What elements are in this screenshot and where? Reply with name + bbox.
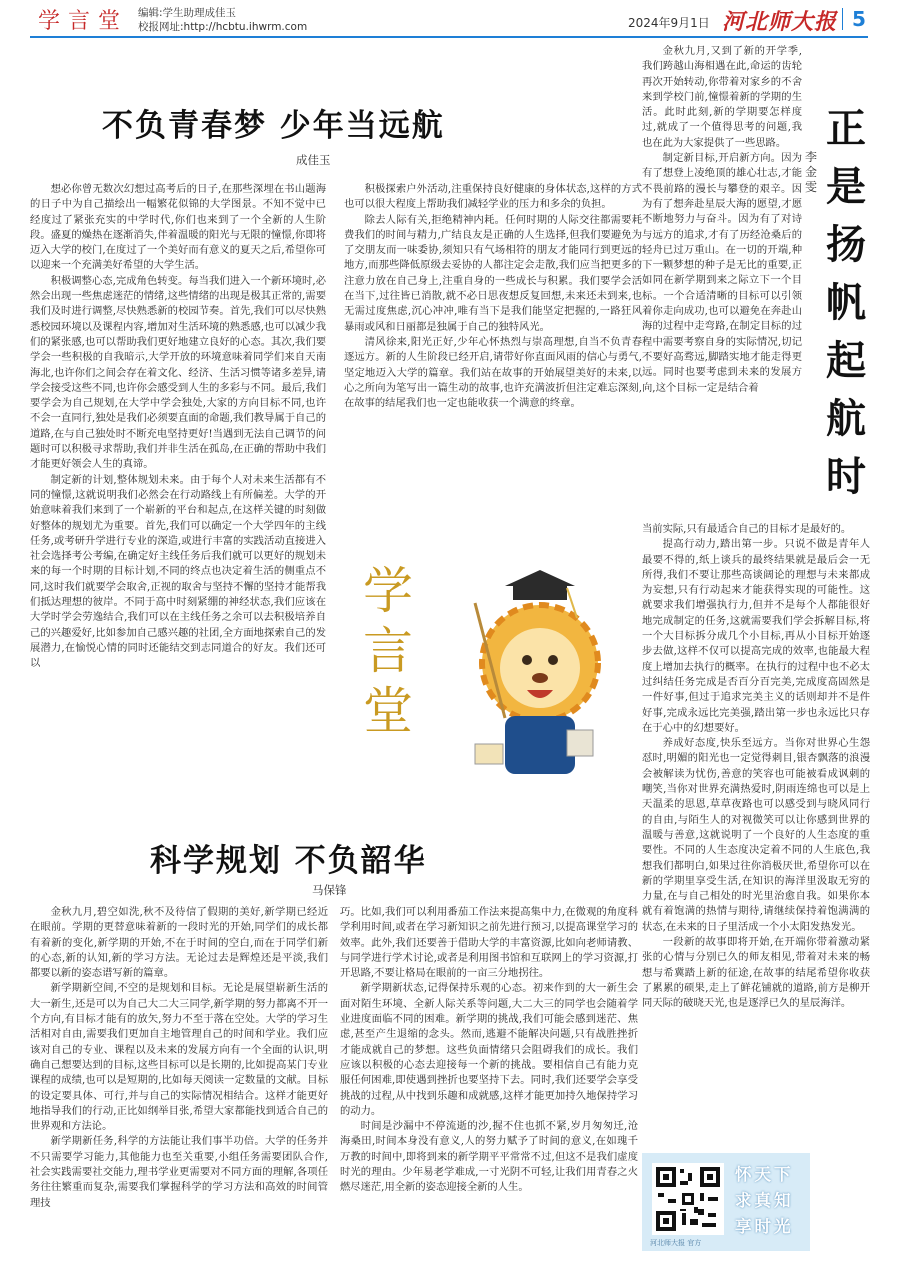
issue-date: 2024年9月1日 <box>628 16 710 30</box>
article2-title-text: 正是扬帆起航时 <box>826 106 866 500</box>
qr-code-icon[interactable] <box>652 1163 724 1235</box>
editor-line: 编辑:学生助理成佳玉 <box>138 7 237 19</box>
article2-paragraph: 金秋九月,又到了新的开学季,我们跨越山海相遇在此,命运的齿轮再次开始转动,你带着对家乡的不舍来到学校门前,憧憬着新的学期的生活。此时此刻,新的学期要怎样度过,就成了一个值得思考的问题,我也在此为大家提供了一些思路。 <box>642 45 802 149</box>
article1-paragraph: 想必你曾无数次幻想过高考后的日子,在那些深埋在书山题海的日子中为自己描绘出一幅繁花似锦的大学图景。不知不觉中已经度过了紧张充实的中学时代,你们也来到了一个全新的人生阶段。盛夏的燥热在逐渐消失,伴着温暖的阳光与无限的憧憬,你即将迈入大学的校门,在度过了一个美好而有意义的夏天之后,希望你可以迎来一个充满美好希望的大学生活。 <box>30 183 326 272</box>
promo-slogan-line: 怀天下 <box>735 1165 794 1184</box>
promo-slogan-line: 求真知 <box>735 1191 794 1210</box>
article3-byline: 马保锋 <box>312 883 347 897</box>
qr-code-graphic <box>652 1163 724 1235</box>
article2-title <box>822 100 870 506</box>
article2-paragraph: 提高行动力,踏出第一步。只说不做是青年人最要不得的,纸上谈兵的最终结果就是最后会一无所得,我们不要让那些高谈阔论的理想与未来都成为妄想,只有行动起来才能获得实现的可能性。这就要求我们增强执行力,但并不是每个人都能很好地完成制定的任务,这就需要我们学会拆解目标,将一个大目标拆分成几个小目标,再从小目标开始逐步去做,这样不仅可以提高完成的效率,也能最大程度上增加去执行的概率。在执行的过程中也不必太过纠结任务完成是否百分百完美,完成度高固然是一件好事,但过于追求完美主义的话则却并不是件好事,完成永远比完美强,踏出第一步也永远比只存在于心中的幻想要好。 <box>642 538 870 734</box>
promo-slogan <box>735 1162 805 1240</box>
article2-byline-text: 李金雯 <box>804 150 817 194</box>
article2-paragraph: 养成好态度,快乐至远方。当你对世界心生怨怼时,明媚的阳光也一定觉得刺目,银杏飘落的浪漫会被解读为忧伤,善意的笑容也可能被看成讽刺的嘲笑,当你对世界充满热爱时,阴雨连绵也可以是上天温柔的思恩,草草夜路也可以感受到与晓风同行的自由,与陌生人的对视微笑可以让你感到世界的温暖与善意,这就说明了一个良好的人生态度的重要性。不同的人生态度决定着不同的人生底色,我想我们都明白,如果过往你消极厌世,希望你可以在新的学期里享受生活,在知识的海洋里汲取无穷的力量,在与自己相处的时光里治愈自我。如果你本就有着饱满的热情与期待,请继续保持着饱满满的状态,在未来的日子里活成一个小太阳发热发光。 <box>642 737 870 933</box>
article1-paragraph: 清风徐来,阳光正好,少年心怀热烈与崇高理想,自当不负青春逐远方。新的人生阶段已经开启,请带好你直面风雨的信心与勇气,坚定地迈入大学的篇章。我们站在故事的开始展望美好的未来,以心之所向为笔写出一篇生动的故事,也许充满波折但注定难忘深刻,在故事的结尾我们也一定也能收获一个满意的终章。 <box>344 335 642 410</box>
page-number: 5 <box>852 7 866 31</box>
article3-paragraph: 金秋九月,碧空如洗,秋不及待信了假期的美好,新学期已经近在眼前。学期的更替意味着新的一段时光的开始,同学们的成长都有着新的变化,新学期的开始,不在于时间的空白,而在于同学们新的心态,新的认知,新的学习方法。无论过去是辉煌还是平淡,我们都要以新的姿态谱写新的篇章。 <box>30 906 328 980</box>
article3-paragraph: 巧。比如,我们可以利用番茄工作法来提高集中力,在微观的角度科学利用时间,或者在学习新知识之前先进行预习,以提高课堂学习的效率。此外,我们还要善于借助大学的丰富资源,比如向老师请教、与同学进行学术讨论,或者是利用图书馆和互联网上的学习资源,打开思路,不要让格局在眼前的一亩三分地拐往。 <box>340 906 638 980</box>
article3-paragraph: 新学期新状态,记得保持乐观的心态。初来作到的大一新生会面对陌生环境、全新人际关系等问题,大二大三的同学也会随着学业进度面临不同的困难。新学期的挑战,我们可能会感到迷茫、焦虑,甚至产生退缩的念头。然而,逃避不能解决问题,只有战胜挫折才能成就自己的梦想。这些负面情绪只会阻碍我们的成长。我们应该以积极的心态去迎接每一个新的挑战。要相信自己有能力克服任何困难,即使遇到挫折也要坚持下去。同时,我们还要学会享受挑战的过程,从中找到乐趣和成就感,这样才能更加持久地保持学习的动力。 <box>340 982 638 1117</box>
article2-paragraph: 当前实际,只有最适合自己的目标才是最好的。 <box>642 523 852 535</box>
article1-paragraph: 除去人际有关,拒绝精神内耗。任何时期的人际交往都需要耗费我们的时间与精力,广结良友是正确的人生选择,但我们要避免为了交朋友而一味委协,须知只有气场相符的朋友才能同行到更远的地方,而那些降低原级去妥协的人都注定会走散,我们应当把更多的注意力放在自己身上,注重自身的一些成长与积累。我们要学会活在当下,过往皆已消散,就不必日思夜想反复回想,未来还未到来,也无需过度焦虑,沉心冲冲,唯有当下是我们能坚定把握的,一路狂风暴雨或风和日丽都是独属于自己的独特风光。 <box>344 213 642 333</box>
article3-paragraph: 时间是沙漏中不停流逝的沙,握不住也抓不紧,岁月匆匆迁,沧海桑田,时间本身没有意义,人的努力赋予了时间的意义,在如瑰千万教的时间中,即将到来的新学期平平常常不过,但这不是我们虚度时光的理由。少年易老学难成,一寸光阴不可轻,让我们用青春之火燃尽迷茫,用全新的姿态迎接全新的人生。 <box>340 1120 638 1194</box>
article1-column-1 <box>30 182 326 782</box>
calligraphy-char: 言 <box>363 622 413 680</box>
article1-column-2 <box>344 182 642 522</box>
article2-paragraph: 一段新的故事即将开始,在开端你带着激动紧张的心情与分别已久的师友相见,带着对未来的畅想与希冀踏上新的征途,在故事的结尾希望你收获了累累的硕果,走上了鲜花铺就的道路,前方是柳开同天际的破晓天光,也是逐浮已久的星辰海洋。 <box>642 936 870 1010</box>
article2-column-top <box>642 44 802 522</box>
article1-paragraph: 积极探索户外活动,注重保持良好健康的身体状态,这样的方式也可以很大程度上帮助我们减轻学业的压力和多余的负担。 <box>344 183 642 211</box>
article2-byline <box>803 150 819 195</box>
page-header <box>0 0 900 36</box>
article1-byline: 成佳玉 <box>296 153 331 167</box>
article3-column-1 <box>30 905 328 1255</box>
calligraphy-char: 学 <box>363 562 413 620</box>
article3-column-2 <box>340 905 638 1255</box>
promo-label: 河北师大报 官方 <box>650 1239 702 1247</box>
mascot-illustration <box>355 548 475 788</box>
header-rule <box>30 36 868 38</box>
website-line[interactable]: 校报网址:http://hcbtu.ihwrm.com <box>138 21 308 33</box>
article1-paragraph: 制定新的计划,整体规划未来。由于每个人对未来生活都有不同的憧憬,这就说明我们必然会在行动路线上有所偏差。大学的开始意味着我们来到了一个崭新的平台和起点,在这样关键的时刻做好整体的规划尤为重要。首先,我们可以确定一个大学四年的主线任务,或考研升学进行专业的深造,或进行丰富的实践活动直接进入社会选择考公考编,在确定好主线任务后我们就可以更好的规划未来的每一个时期的目标计划,不同的终点也决定着生活的侧重点不同,这时我们就要学会取舍,正视的取舍与坚持不懈的坚持才能帮我们抵达理想的彼岸。不同于高中时刻紧绷的神经状态,我们应该在大学时学会劳逸结合,我们可以在主线任务之余可以去积极培养自己的兴趣爱好,比如参加自己感兴趣的社团,全方面地探索自己的发展潜力,在愉悦心情的同时还能结交到志同道合的好友。我们还可以 <box>30 473 326 670</box>
article3-paragraph: 新学期新空间,不空的是规划和目标。无论是展望崭新生活的大一新生,还是可以为自己大二大三同学,新学期的努力都离不开一个方向,有目标才能有的放矢,努力不至于落在空处。大学的学习生活相对自由,需要我们更加自主地管理自己的时间和学业。我们应该对自己的专业、课程以及未来的发展方向有一个全面的认识,明确自己想要达到的目标,这些目标可以是长期的,比如提高某门专业课程的成绩,也可以是短期的,比如每天阅读一定数量的文献。目标的设定要具体、可行,并与自己的实际情况相结合。这样才能更好地指导我们的行动,正比如纲举目张,希望大家都能找到适合自己的世界观和方法论。 <box>30 982 328 1133</box>
masthead-logo: 河北师大报 <box>722 9 838 35</box>
editor-info <box>138 6 307 34</box>
article3-title: 科学规划 不负韶华 <box>150 843 427 879</box>
section-name: 学言堂 <box>38 9 129 34</box>
article3-paragraph: 新学期新任务,科学的方法能让我们事半功倍。大学的任务并不只需要学习能力,其他能力也至关重要,小组任务需要团队合作,社会实践需要社交能力,理书学业更需要对不同方面的理解,各项任务往往繁重而复杂,需要我们掌握科学的学习方法和高效的时间管理技 <box>30 1135 328 1209</box>
calligraphy-char: 堂 <box>363 682 413 740</box>
article1-title: 不负青春梦 少年当远航 <box>102 108 445 144</box>
article1-paragraph: 积极调整心态,完成角色转变。每当我们进入一个新环境时,必然会出现一些焦虑迷茫的情绪,这些情绪的出现是极其正常的,需要我们及时进行调整,尽快熟悉新的校园节奏。首先,我们可以尽快熟悉校园环境以及课程内容,增加对生活环境的熟悉感,也可以减少我们的紧张感,也可以帮助我们更好地建立良好的心态。其次,我们要学会一些积极的自我暗示,大学开放的环境意味着同学们来自天南海北,也许你们之间会存在着文化、经济、生活习惯等诸多差异,请学会接受这些不同,也许你会感受到人生的多彩与不同。最后,我们要学会为自己规划,在大学中学会独处,大家的方向目标不同,也许不会一直同行,独处是我们必须要直面的命题,我们教导属于自己的道路,在与自己独处时不断充电坚持更好!当遇到无法自己调节的问题时可以积极寻求帮助,我们并非生活在孤岛,在正确的帮助中我们才能更好领会人生的真谛。 <box>30 274 326 471</box>
article2-column-bottom <box>642 522 870 1140</box>
header-divider <box>842 8 843 30</box>
lion-mascot-image <box>355 548 645 788</box>
promo-slogan-line: 享时光 <box>735 1217 794 1236</box>
article2-paragraph: 制定新目标,开启新方向。因为有了想登上凌绝顶的雄心壮志,才能不畏前路的漫长与攀登的艰辛。因为有了想奔赴星辰大海的愿望,才愿不断地努力与奋斗。因为有了对诗与远方的追求,才有了历经沧桑后的轻舟已过万重山。在一切的开端,种下一颗梦想的种子是无比的重要,正如同在新学期到来之际立下一个目标。一个合适清晰的目标可以引领着你走向成功,也可以避免在奔赴山海的过程中走弯路,在制定目标的过程中需要考察自身的实际情况,切记不要好高骛远,脚踏实地才能走得更远。同时也要考虑到未来的发展方向,这个目标一定是结合着 <box>642 152 802 394</box>
